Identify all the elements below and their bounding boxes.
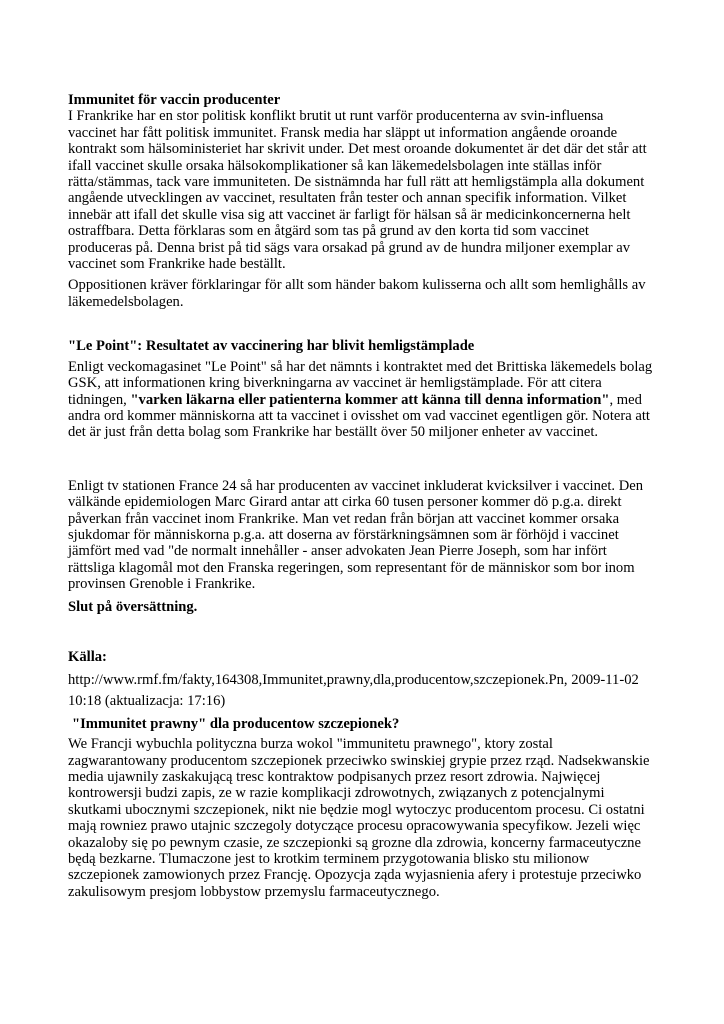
polish-paragraph: We Francji wybuchla polityczna burza wokol "immunitetu prawnego", ktory zostal zagwarantowany producentom szczepionek przeciwko swinskiej grypie przez rząd. Nadsekwanskie media ujawnily zaskakującą tresc kontraktow podpisanych przez resort zdrowia. Najwięcej kontrowersji budzi zapis, ze w razie komplikacji zdrowotnych, związanych z potencjalnymi skutkami ubocznymi szczepionek, nikt nie będzie mogl wytoczyc producentom procesu. Ci ostatni mają rowniez prawo utajnic szczegoly dotyczące procesu opracowywania specyfikow. Jezeli więc okazaloby się po pewnym czasie, ze szczepionki są grozne dla zdrowia, koncerny farmaceutyczne będą bezkarne. Tlumaczone jest to krotkim terminem przygotowania blisko stu milionow szczepionek zamowionych przez Francję. Opozycja ząda wyjasnienia afery i protestuje przeciwko zakulisowym presjom lobbystow przemyslu farmaceutycznego. — [68, 736, 650, 900]
source-label: Källa: — [68, 648, 107, 665]
le-point-heading: "Le Point": Resultatet av vaccinering har blivit hemligstämplade — [68, 338, 475, 355]
le-point-text-part2: , med andra ord kommer människorna att ta vaccinet i ovisshet om vad vaccinet egentligen gör. Notera att det är just från detta bolag som Frankrike har beställt över 50 miljoner enheter av vaccinet. — [68, 391, 650, 441]
le-point-quote: "varken läkarna eller patienterna kommer att känna till denna information" — [130, 391, 610, 408]
polish-heading: "Immunitet prawny" dla producentow szczepionek? — [72, 715, 400, 732]
opposition-paragraph: Oppositionen kräver förklaringar för allt som händer bakom kulisserna och allt som hemlighålls av läkemedelsbolagen. — [68, 277, 646, 310]
le-point-paragraph — [68, 359, 654, 441]
intro-paragraph: I Frankrike har en stor politisk konflikt brutit ut runt varför producenterna av svin-influensa vaccinet har fått politisk immunitet. Fransk media har släppt ut information angående oroande kontrakt som hälsoministeriet har skrivit under. Det mest oroande dokumentet är det där det står att ifall vaccinet skulle orsaka hälsokomplikationer så kan läkemedelsbolagen inte ställas inför rätta/stämmas, tack vare immuniteten. De sistnämnda har full rätt att hemligstämpla alla dokument angående utvecklingen av vaccinet, resultaten från tester och annan specifik information. Vilket innebär att ifall det skulle visa sig att vaccinet är farligt för hälsan så är medicinkoncernerna helt ostraffbara. Detta förklaras som en åtgärd som tas på grund av den korta tid som vaccinet produceras på. Denna brist på tid sägs vara orsakad på grund av de hundra miljoner exemplar av vaccinet som Frankrike hade beställt. — [68, 108, 647, 273]
france24-paragraph: Enligt tv stationen France 24 så har producenten av vaccinet inkluderat kvicksilver i vaccinet. Den välkände epidemiologen Marc Girard antar att cirka 60 tusen personer kommer dö p.g.a. direkt påverkan från vaccinet inom Frankrike. Man vet redan från början att vaccinet kommer orsaka sjukdomar för människorna p.g.a. att doserna av förstärkningsämnen som är förhöjd i vaccinet jämfört med vad "de normalt innehåller - anser advokaten Jean Pierre Joseph, som har infört rättsliga klagomål mot den Franska regeringen, som representant för de människor som bor inom provinsen Grenoble i Frankrike. — [68, 477, 644, 593]
source-url: http://www.rmf.fm/fakty,164308,Immunitet,prawny,dla,producentow,szczepionek.Pn, 2009-11-02 — [68, 672, 639, 689]
document-page — [68, 92, 654, 900]
le-point-text-part1: Enligt veckomagasinet "Le Point" så har det nämnts i kontraktet med det Brittiska läkemedels bolag GSK, att informationen kring biverkningarna av vaccinet är hemligstämplade. För att citera tidningen, — [68, 358, 653, 408]
document-title: Immunitet för vaccin producenter — [68, 92, 281, 108]
source-date: 10:18 (aktualizacja: 17:16) — [68, 693, 226, 710]
end-of-translation: Slut på översättning. — [68, 598, 198, 615]
